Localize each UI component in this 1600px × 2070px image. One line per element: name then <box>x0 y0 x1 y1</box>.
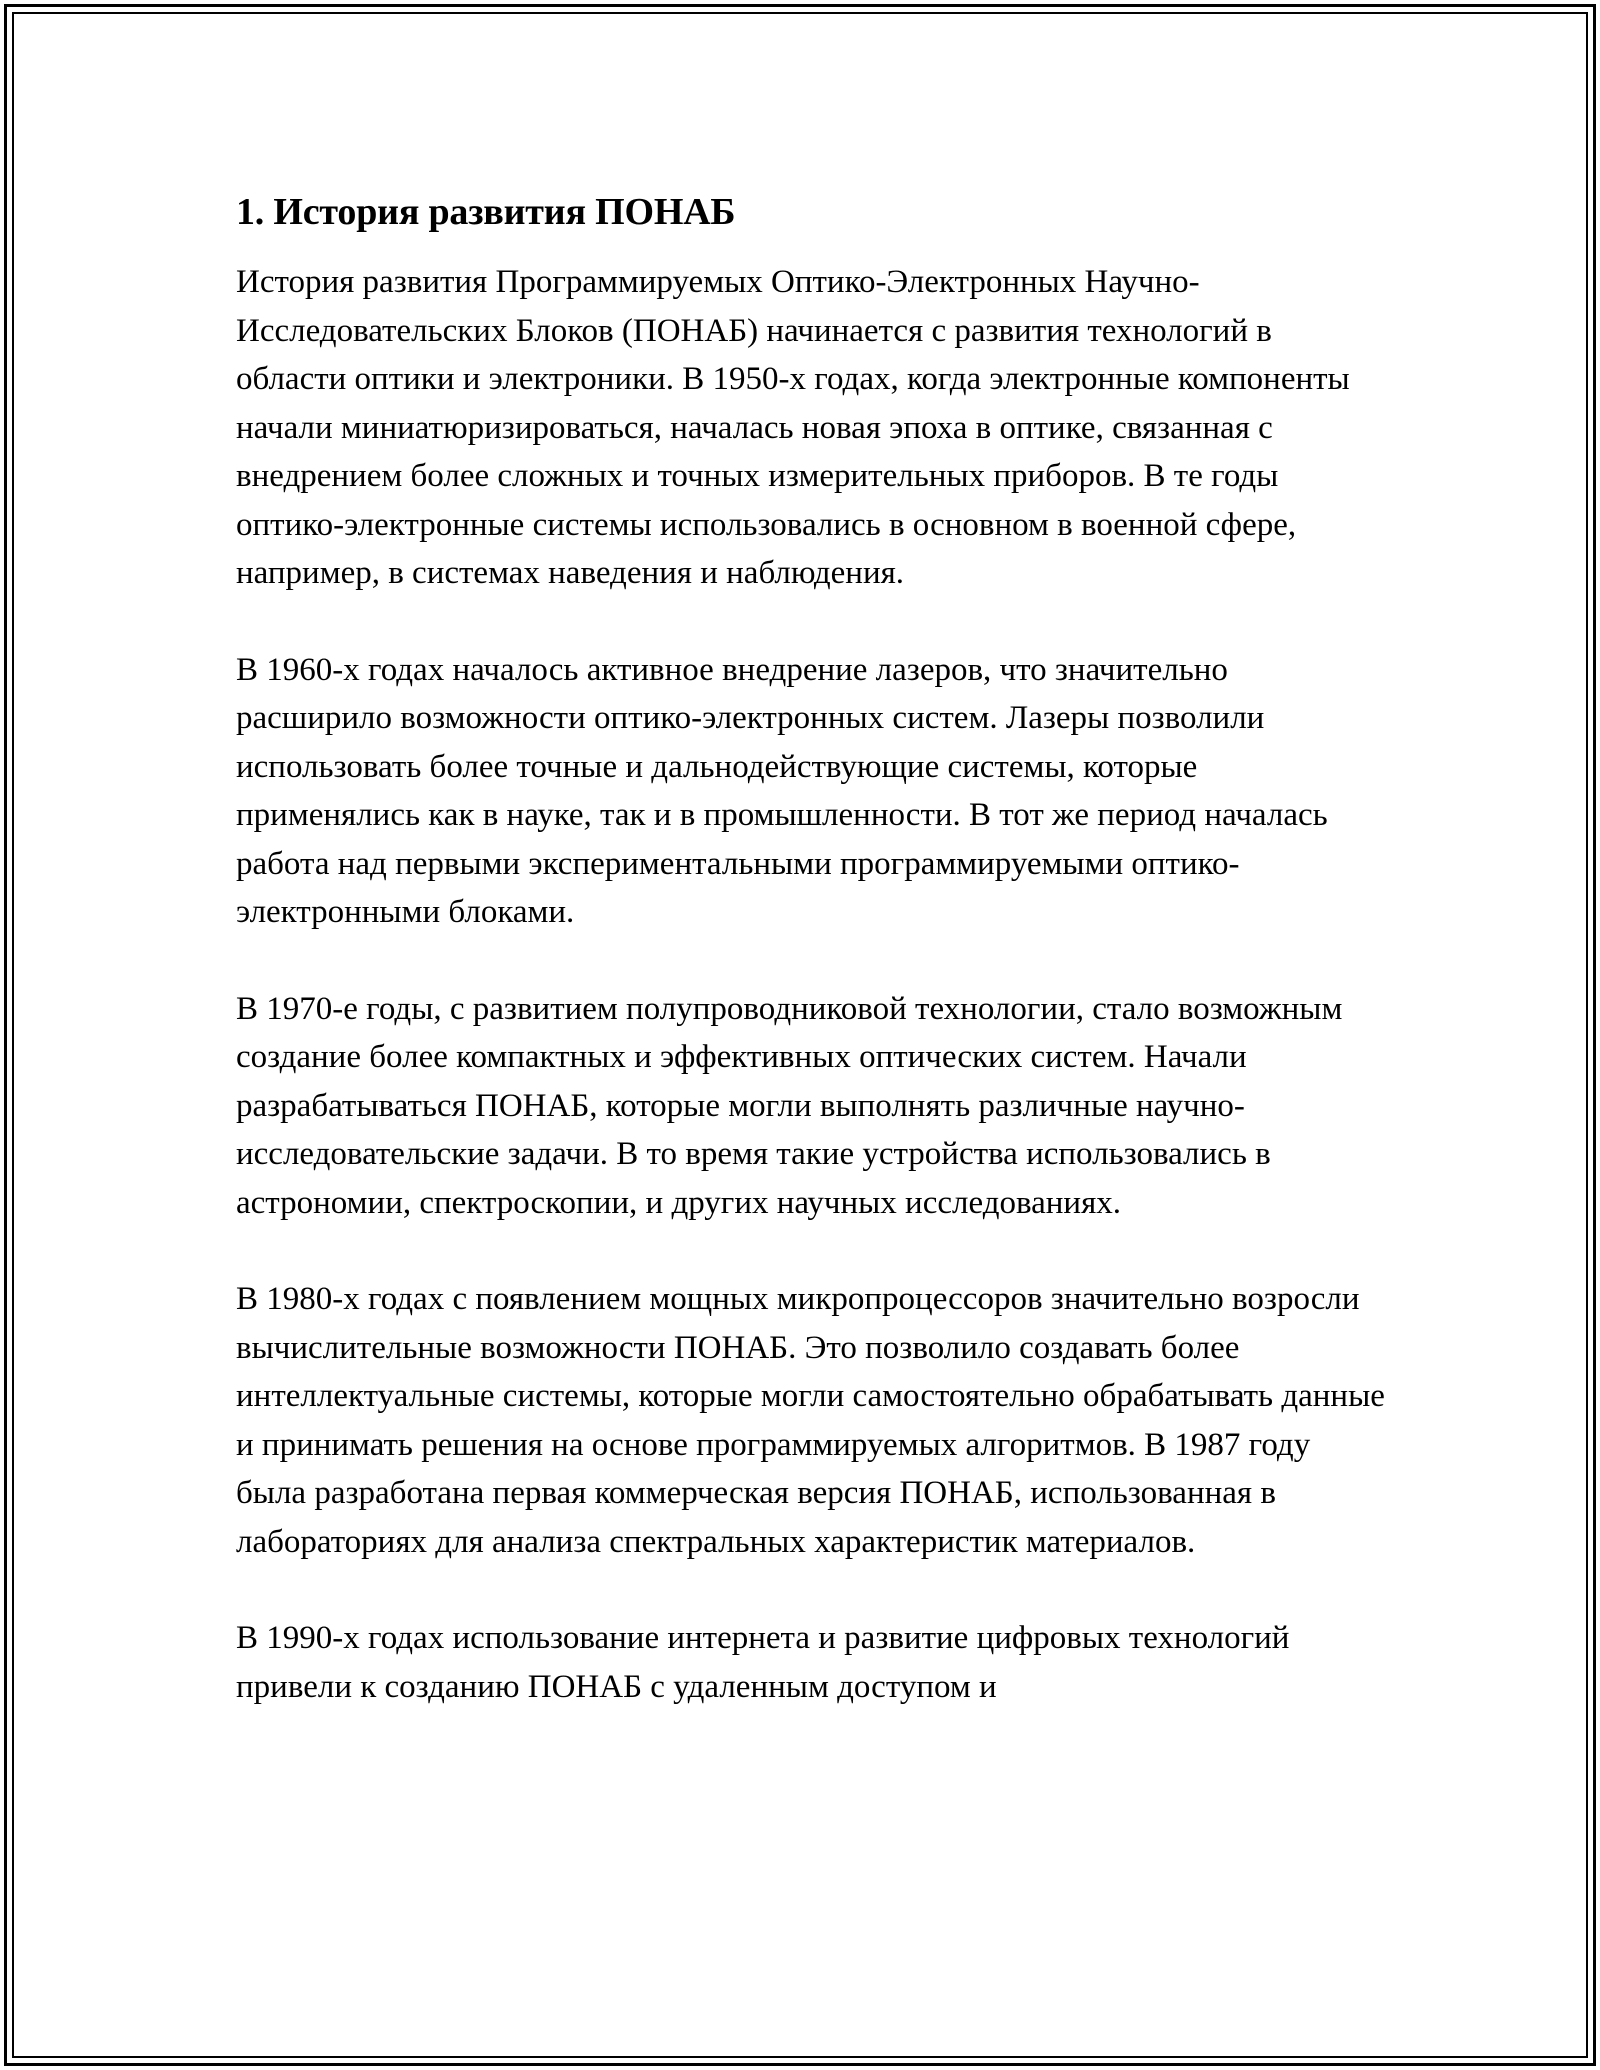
section-heading: 1. История развития ПОНАБ <box>236 191 736 233</box>
paragraph-1980s: В 1980-х годах с появлением мощных микропроцессоров значительно возросли вычислительные возможности ПОНАБ. Это позволило создавать более интеллектуальные системы, которые могли самостоятельно обрабатывать данные и принимать решения на основе программируемых алгоритмов. В 1987 году была разработана первая коммерческая версия ПОНАБ, использованная в лабораториях для анализа спектральных характеристик материалов. <box>236 1281 1385 1560</box>
paragraph-1990s: В 1990-х годах использование интернета и развитие цифровых технологий привели к созданию ПОНАБ с удаленным доступом и <box>236 1620 1290 1705</box>
paragraph-1950s: История развития Программируемых Оптико-Электронных Научно-Исследовательских Блоков (ПОНАБ) начинается с развития технологий в области оптики и электроники. В 1950-х годах, когда электронные компоненты начали миниатюризироваться, началась новая эпоха в оптике, связанная с внедрением более сложных и точных измерительных приборов. В те годы оптико-электронные системы использовались в основном в военной сфере, например, в системах наведения и наблюдения. <box>236 264 1350 591</box>
document-body <box>236 182 1386 1759</box>
paragraph-1960s: В 1960-х годах началось активное внедрение лазеров, что значительно расширило возможности оптико-электронных систем. Лазеры позволили использовать более точные и дальнодействующие системы, которые применялись как в науке, так и в промышленности. В тот же период началась работа над первыми экспериментальными программируемыми оптико-электронными блоками. <box>236 651 1328 930</box>
paragraph-1970s: В 1970-е годы, с развитием полупроводниковой технологии, стало возможным создание более компактных и эффективных оптических систем. Начали разрабатываться ПОНАБ, которые могли выполнять различные научно-исследовательские задачи. В то время такие устройства использовались в астрономии, спектроскопии, и других научных исследованиях. <box>236 990 1343 1221</box>
